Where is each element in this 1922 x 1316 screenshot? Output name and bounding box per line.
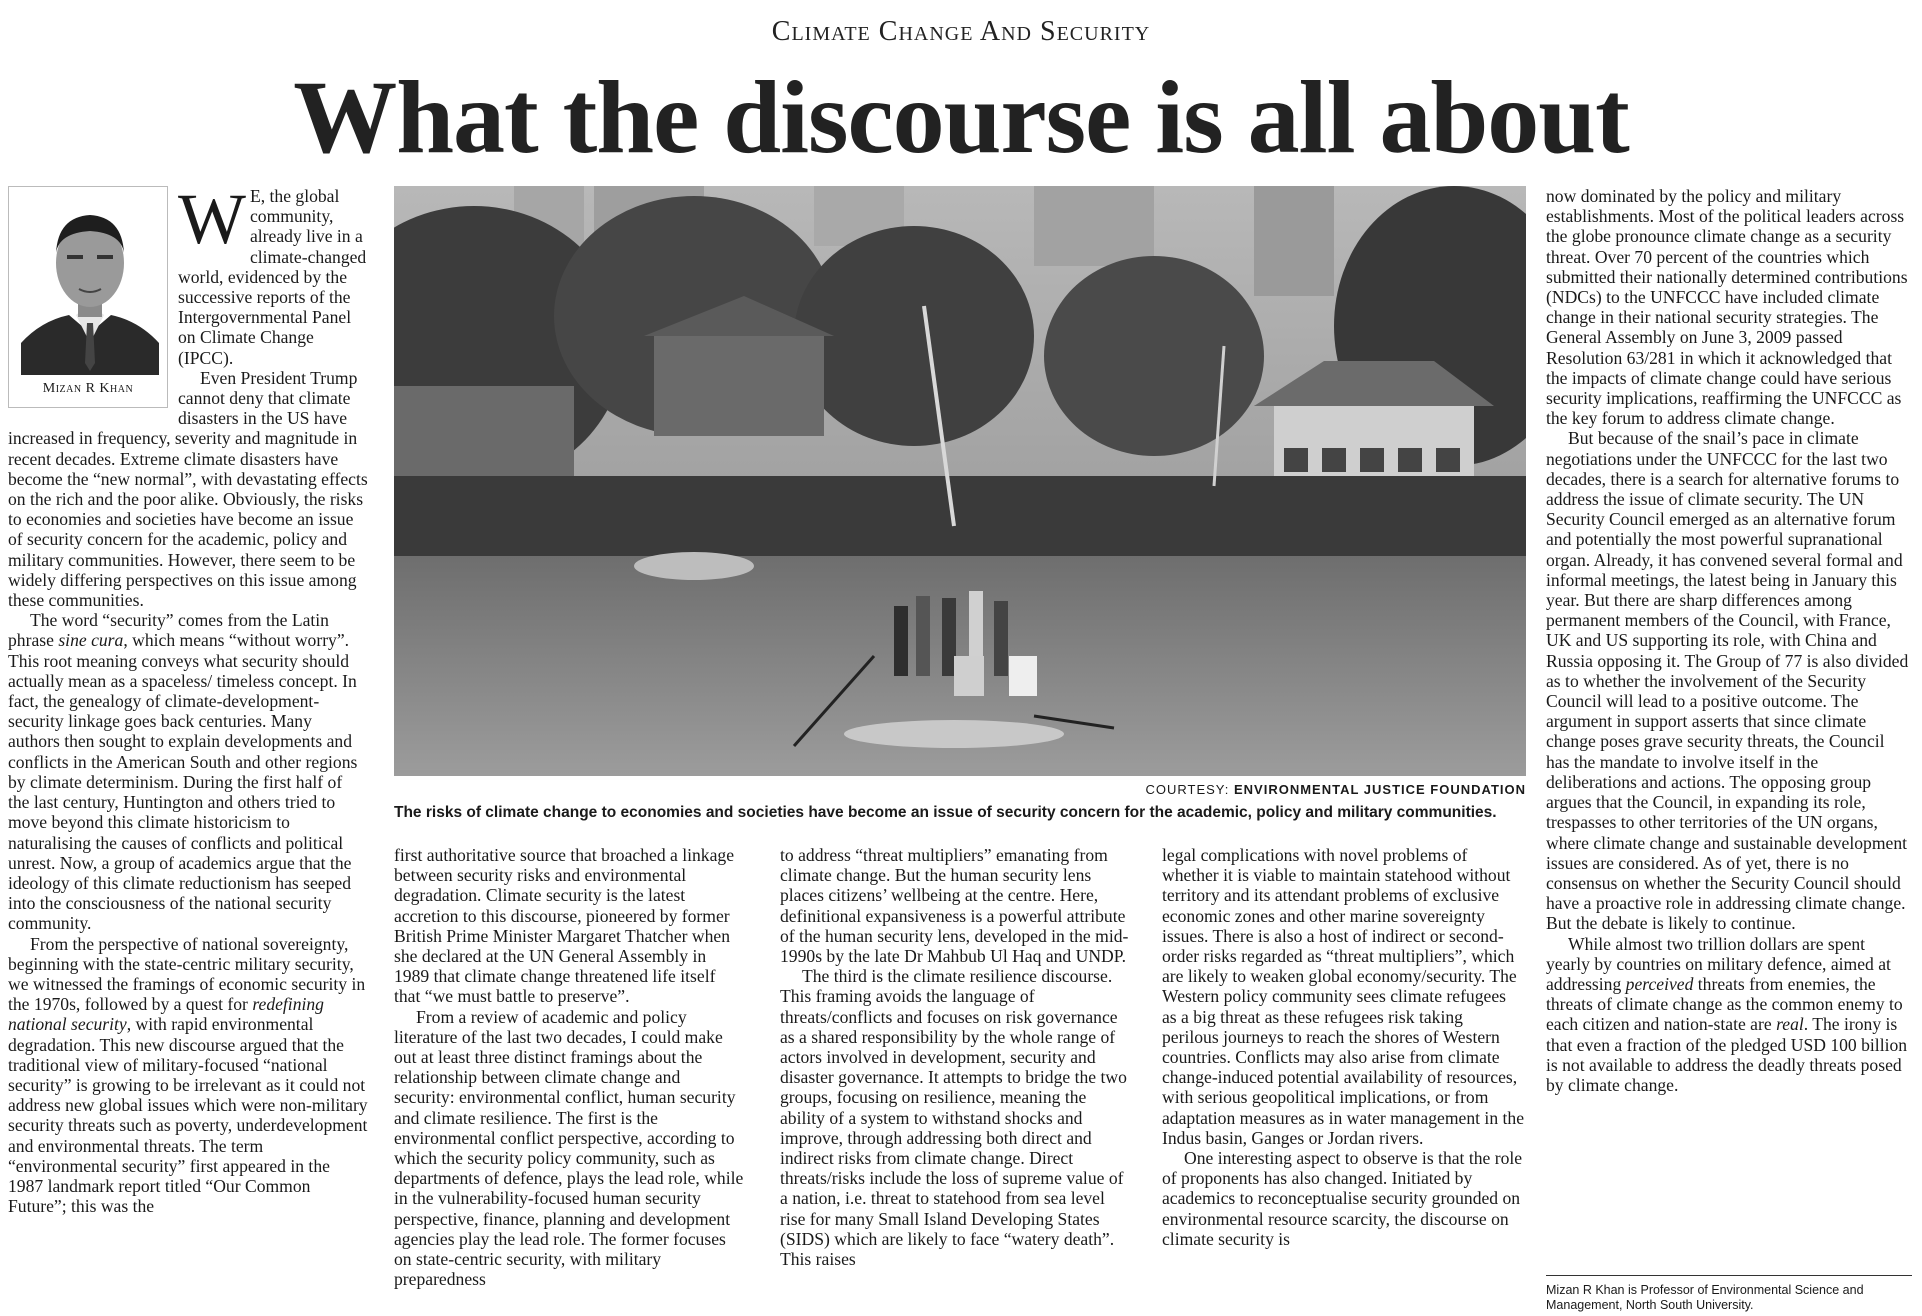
article-column-3 bbox=[780, 845, 1134, 1315]
paragraph: Even President Trump cannot deny that climate disasters in the US have increased in frequency, severity and magnitude in recent decades. Extreme climate disasters have become the “new normal”, with devastating effects on the rich and the poor alike. Obviously, the risks to economies and societies have become an issue of security concern for the academic, policy and military communities. However, there seem to be widely differing perspectives on this issue among these communities. bbox=[8, 367, 368, 611]
article-column-1 bbox=[8, 186, 368, 1314]
article-photo bbox=[394, 186, 1526, 776]
photo-credit: COURTESY: ENVIRONMENTAL JUSTICE FOUNDATION bbox=[1145, 782, 1526, 797]
paragraph: But because of the snail’s pace in climate negotiations under the UNFCCC for the last two decades, there is a search for alternative forums to address the issue of climate security. The UN Security Council emerged as an alternative forum and potentially the most powerful supranational organ. Already, it has convened several formal and informal meetings, the latest being in January this year. But there are sharp differences among permanent members of the Council, with France, UK and US supporting its role, with China and Russia opposing it. The Group of 77 is also divided as to whether the involvement of the Security Council will lead to a positive outcome. The argument in support asserts that since climate change poses grave security threats, the Council has the mandate to involve itself in the deliberations and actions. The opposing group argues that the Council, in expanding its role, trespasses to other territories of the UN organs, where climate change and sustainable development issues are considered. As of yet, there is no consensus on whether the Security Council should have a proactive role in addressing climate change. But the debate is likely to continue. bbox=[1546, 428, 1909, 934]
section-kicker: Climate Change And Security bbox=[771, 16, 1151, 47]
paragraph: E, the global community, already live in a climate-changed world, evidenced by the successive reports of the Intergovernmental Panel on Climate Change (IPCC). bbox=[178, 186, 367, 368]
photo-caption: The risks of climate change to economies and societies have become an issue of security concern for the academic, policy and military communities. bbox=[394, 804, 1497, 821]
author-bio: Mizan R Khan is Professor of Environmental Science and Management, North South University. bbox=[1546, 1283, 1864, 1312]
article-column-2 bbox=[394, 845, 744, 1315]
paragraph: From a review of academic and policy literature of the last two decades, I could make out at least three distinct framings about the relationship between climate change and security: environmental conflict, human security and climate resilience. The first is the environmental conflict perspective, according to which the security policy community, such as departments of defence, plays the lead role, while in the vulnerability-focused human security perspective, finance, planning and development agencies play the lead role. The former focuses on state-centric security, with military preparedness bbox=[394, 1006, 744, 1290]
paragraph: One interesting aspect to observe is that the role of proponents has also changed. Initiated by academics to reconceptualise security grounded on environmental resource scarcity, the discourse on climate security is bbox=[1162, 1148, 1523, 1249]
paragraph: first authoritative source that broached a linkage between security risks and environmental degradation. Climate security is the latest accretion to this discourse, pioneered by former British Prime Minister Margaret Thatcher when she declared at the UN General Assembly in 1989 that climate change threatened life itself that “we must battle to preserve”. bbox=[394, 845, 735, 1007]
author-box bbox=[8, 186, 168, 408]
paragraph: The third is the climate resilience discourse. This framing avoids the language of threats/conflicts and focuses on risk governance as a shared responsibility by the whole range of actors involved in development, security and disaster governance. It attempts to bridge the two groups, focusing on resilience, meaning the ability of a system to withstand shocks and improve, through addressing both direct and indirect risks from climate change. Direct threats/risks include the loss of supreme value of a nation, i.e. threat to statehood from sea level rise for many Small Island Developing States (SIDS) which are likely to face “watery death”. This raises bbox=[780, 966, 1127, 1270]
author-photo bbox=[21, 193, 159, 375]
article-column-4 bbox=[1162, 845, 1524, 1315]
paragraph: legal complications with novel problems of whether it is viable to maintain statehood without territory and its attendant problems of exclusive economic zones and other marine sovereignty issues. There is also a host of indirect or second-order risks regarded as “threat multipliers”, which are likely to weaken global economy/security. The Western policy community sees climate refugees as a big threat as these refugees risk taking perilous journeys to reach the shores of Western countries. Conflicts may also arise from climate change-induced potential availability of resources, with serious geopolitical implications, or from adaptation measures as in water management in the Indus basin, Ganges or Jordan rivers. bbox=[1162, 845, 1524, 1148]
drop-cap: W bbox=[178, 186, 246, 259]
article-column-5 bbox=[1546, 186, 1912, 1268]
headline: What the discourse is all about bbox=[293, 60, 1629, 175]
paragraph: The word “security” comes from the Latin phrase sine cura, which means “without worry”. This root meaning conveys what security should actually mean as a spaceless/ timeless concept. In fact, the genealogy of climate-development-security linkage goes back centuries. Many authors then sought to explain developments and conflicts in the American South and other regions by climate determinism. During the first half of the last century, Huntington and others tried to move beyond this climate historicism to naturalising the causes of conflicts and political unrest. Now, a group of academics argue that the ideology of this climate reductionism has seeped into the consciousness of the national security community. bbox=[8, 610, 358, 934]
paragraph: now dominated by the policy and military establishments. Most of the political leaders across the globe pronounce climate change as a security threat. Over 70 percent of the countries which submitted their nationally determined contributions (NDCs) to the UNFCCC have included climate change in their national security strategies. The General Assembly on June 3, 2009 passed Resolution 63/281 in which it acknowledged that the impacts of climate change could have serious security implications, reaffirming the UNFCCC as the key forum to address climate change. bbox=[1546, 186, 1908, 429]
paragraph: to address “threat multipliers” emanating from climate change. But the human security lens places citizens’ wellbeing at the centre. Here, definitional expansiveness is a powerful attribute of the human security lens, developed in the mid-1990s by the late Dr Mahbub Ul Haq and UNDP. bbox=[780, 845, 1129, 967]
bio-divider bbox=[1546, 1275, 1912, 1276]
paragraph: From the perspective of national sovereignty, beginning with the state-centric military security, we witnessed the framings of economic security in the 1970s, followed by a quest for redefining national security, with rapid environmental degradation. This new discourse argued that the traditional view of military-focused “national security” is growing to be irrelevant as it could not address new global issues which were non-military security threats such as poverty, underdevelopment and environmental threats. The term “environmental security” first appeared in the 1987 landmark report titled “Our Common Future”; this was the bbox=[8, 933, 368, 1217]
author-name: Mizan R Khan bbox=[42, 380, 134, 396]
paragraph: While almost two trillion dollars are spent yearly by countries on military defence, aimed at addressing perceived threats from enemies, the threats of climate change as the common enemy to each citizen and nation-state are real. The irony is that even a fraction of the pledged USD 100 billion is not available to address the deadly threats posed by climate change. bbox=[1546, 933, 1908, 1095]
